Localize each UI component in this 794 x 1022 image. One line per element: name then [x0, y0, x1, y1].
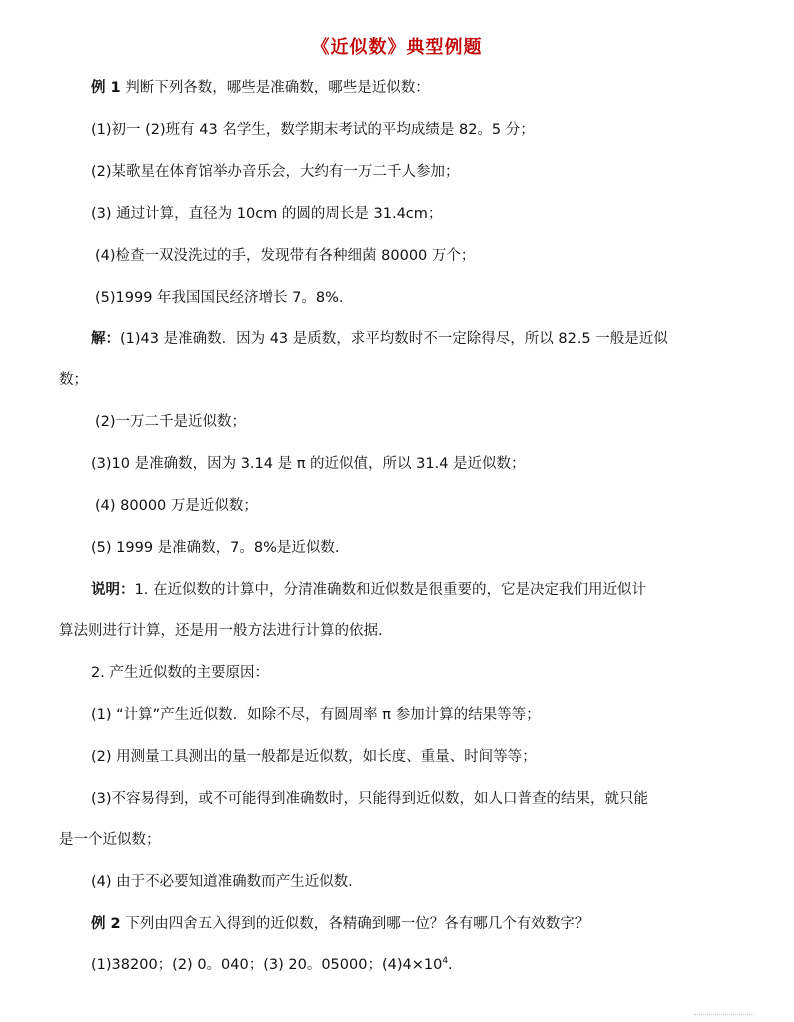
example1-item-1: (1)初一 (2)班有 43 名学生，数学期末考试的平均成绩是 82。5 分； [91, 122, 535, 138]
example1-item-3: (3) 通过计算，直径为 10cm 的圆的周长是 31.4cm； [91, 206, 443, 222]
example1-question-line [91, 78, 430, 98]
note-point-2: 2. 产生近似数的主要原因： [91, 665, 269, 681]
example1-item-2: (2)某歌星在体育馆举办音乐会，大约有一万二千人参加； [91, 164, 460, 180]
reason-4: (4) 由于不必要知道准确数而产生近似数. [91, 874, 353, 890]
solution-line-1-cont: 数； [59, 372, 88, 388]
example2-question-line [91, 914, 589, 934]
solution-line-1 [91, 329, 668, 349]
example2-exponent: 4 [442, 956, 449, 967]
solution-item-4: (4) 80000 万是近似数； [95, 498, 258, 514]
example2-question: 下列由四舍五入得到的近似数，各精确到哪一位？各有哪几个有效数字？ [125, 916, 590, 932]
example2-label: 例 2 [91, 916, 121, 932]
reason-3-cont: 是一个近似数； [59, 832, 161, 848]
example2-items-text: (1)38200；(2) 0。040；(3) 20。05000；(4)4×10 [91, 957, 443, 973]
reason-1: (1) “计算”产生近似数．如除不尽，有圆周率 π 参加计算的结果等等； [91, 707, 541, 723]
solution-item-3: (3)10 是准确数，因为 3.14 是 π 的近似值，所以 31.4 是近似数； [91, 456, 526, 472]
page-title: 《近似数》典型例题 [311, 37, 483, 58]
reason-3: (3)不容易得到，或不可能得到准确数时，只能得到近似数，如人口普查的结果，就只能 [91, 791, 649, 807]
note-line-1 [91, 580, 646, 600]
example2-items [91, 955, 453, 975]
solution-item-5: (5) 1999 是准确数，7。8%是近似数. [91, 540, 340, 556]
solution-text-1: (1)43 是准确数．因为 43 是质数，求平均数时不一定除得尽，所以 82.5 一般是近似 [120, 331, 668, 347]
example2-items-end: . [448, 957, 453, 973]
example1-item-5: (5)1999 年我国国民经济增长 7。8%. [95, 290, 344, 306]
note-line-1-cont: 算法则进行计算，还是用一般方法进行计算的依据. [59, 623, 383, 639]
example1-item-4: (4)检查一双没洗过的手，发现带有各种细菌 80000 万个； [95, 248, 476, 264]
note-label: 说明： [91, 582, 135, 598]
solution-item-2: (2)一万二千是近似数； [95, 414, 247, 430]
reason-2: (2) 用测量工具测出的量一般都是近似数，如长度、重量、时间等等； [91, 749, 537, 765]
example1-question: 判断下列各数，哪些是准确数，哪些是近似数： [125, 80, 430, 96]
example1-label: 例 1 [91, 80, 121, 96]
note-text-1: 1. 在近似数的计算中，分清准确数和近似数是很重要的，它是决定我们用近似计 [134, 582, 646, 598]
solution-label: 解： [91, 331, 120, 347]
footer-decoration [694, 1014, 754, 1018]
